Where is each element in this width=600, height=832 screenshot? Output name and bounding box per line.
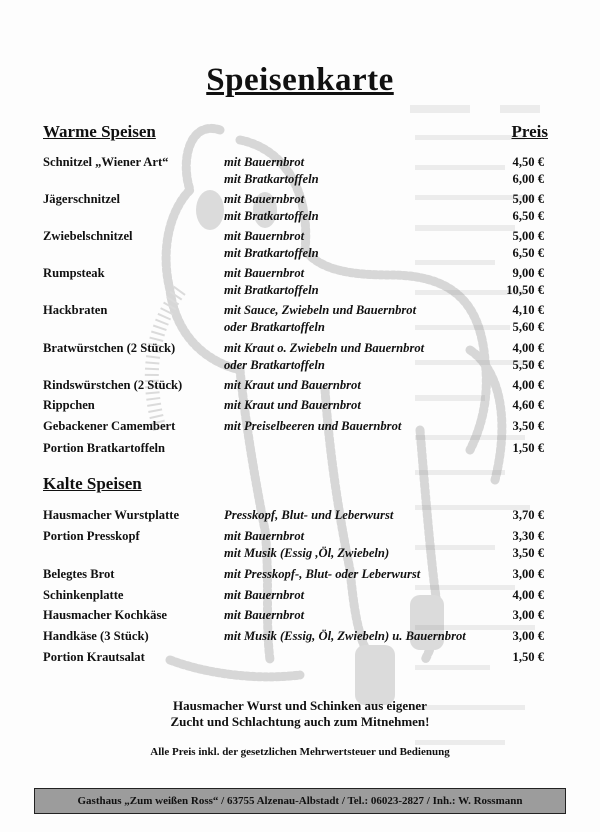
menu-item-side: mit Bauernbrot: [224, 529, 305, 543]
menu-item: [43, 529, 548, 563]
section-heading-cold: Kalte Speisen: [43, 474, 142, 493]
menu-item-price: 5,00 €: [512, 229, 544, 243]
menu-item-side: mit Bratkartoffeln: [224, 246, 319, 260]
footer-address-bar: Gasthaus „Zum weißen Ross“ / 63755 Alzenau-Albstadt / Tel.: 06023-2827 / Inh.: W. Rossmann: [34, 788, 566, 814]
menu-item-name: Handkäse (3 Stück): [43, 629, 149, 643]
menu-item-price: 4,00 €: [512, 378, 544, 392]
menu-item: [43, 650, 548, 667]
menu-item-price: 1,50 €: [512, 650, 544, 664]
menu-item-name: Rindswürstchen (2 Stück): [43, 378, 183, 392]
menu-item-name: Rippchen: [43, 398, 95, 412]
menu-item-price: 1,50 €: [512, 441, 544, 455]
homemade-note-line-2: Zucht und Schlachtung auch zum Mitnehmen!: [170, 714, 430, 729]
menu-item-price: 3,30 €: [512, 529, 544, 543]
price-column-heading: Preis: [511, 122, 548, 141]
homemade-note-line-1: Hausmacher Wurst und Schinken aus eigener: [173, 698, 427, 713]
menu-item-side: mit Sauce, Zwiebeln und Bauernbrot: [224, 303, 417, 317]
menu-item-name: Hackbraten: [43, 303, 108, 317]
menu-item: [43, 303, 548, 337]
menu-item-price: 4,00 €: [512, 341, 544, 355]
menu-item-side: mit Kraut o. Zwiebeln und Bauernbrot: [224, 341, 425, 355]
vat-note: Alle Preis inkl. der gesetzlichen Mehrwertsteuer und Bedienung: [150, 746, 450, 758]
menu-item-name: Portion Krautsalat: [43, 650, 145, 664]
menu-item-name: Schinkenplatte: [43, 588, 124, 602]
menu-item-name: Hausmacher Wurstplatte: [43, 508, 180, 522]
menu-item: [43, 341, 548, 375]
menu-item-name: Rumpsteak: [43, 266, 105, 280]
menu-item-name: Portion Presskopf: [43, 529, 140, 543]
menu-item-name: Zwiebelschnitzel: [43, 229, 133, 243]
menu-item-side: mit Preiselbeeren und Bauernbrot: [224, 419, 402, 433]
section-heading-warm: Warme Speisen: [43, 122, 156, 141]
menu-item-side: mit Presskopf-, Blut- oder Leberwurst: [224, 567, 421, 581]
menu-item-name: Schnitzel „Wiener Art“: [43, 155, 169, 169]
menu-item: [43, 608, 548, 625]
menu-item-name: Jägerschnitzel: [43, 192, 120, 206]
menu-item: [43, 441, 548, 458]
menu-item: [43, 229, 548, 263]
menu-item-side: mit Bauernbrot: [224, 155, 305, 169]
menu-item-price: 6,50 €: [512, 209, 544, 223]
menu-item-side: mit Bauernbrot: [224, 229, 305, 243]
menu-item-side: mit Bauernbrot: [224, 588, 305, 602]
menu-item-side: mit Bratkartoffeln: [224, 283, 319, 297]
menu-item: [43, 266, 548, 300]
menu-item-price: 5,60 €: [512, 320, 544, 334]
menu-item-price: 10,50 €: [506, 283, 544, 297]
menu-item-price: 3,00 €: [512, 567, 544, 581]
menu-item-price: 6,50 €: [512, 246, 544, 260]
menu-item-side: mit Musik (Essig ,Öl, Zwiebeln): [224, 546, 390, 560]
menu-item-side: Presskopf, Blut- und Leberwurst: [224, 508, 394, 522]
menu-item-price: 4,00 €: [512, 588, 544, 602]
menu-item: [43, 398, 548, 415]
menu-item-side: mit Bauernbrot: [224, 192, 305, 206]
menu-item-price: 4,60 €: [512, 398, 544, 412]
menu-item-name: Belegtes Brot: [43, 567, 115, 581]
menu-item-side: mit Bauernbrot: [224, 266, 305, 280]
menu-item-price: 3,50 €: [512, 419, 544, 433]
menu-item-price: 5,50 €: [512, 358, 544, 372]
menu-item-side: oder Bratkartoffeln: [224, 320, 325, 334]
menu-item-price: 9,00 €: [512, 266, 544, 280]
menu-item-side: mit Kraut und Bauernbrot: [224, 378, 361, 392]
menu-item-price: 6,00 €: [512, 172, 544, 186]
menu-item: [43, 378, 548, 395]
page-title: Speisenkarte: [206, 62, 394, 98]
menu-item-price: 4,10 €: [512, 303, 544, 317]
menu-item-price: 3,00 €: [512, 608, 544, 622]
menu-item-name: Hausmacher Kochkäse: [43, 608, 167, 622]
menu-item-name: Gebackener Camembert: [43, 419, 176, 433]
menu-item-price: 5,00 €: [512, 192, 544, 206]
menu-item: [43, 629, 548, 646]
menu-item: [43, 192, 548, 226]
homemade-note: [0, 698, 600, 730]
menu-item: [43, 588, 548, 605]
menu-item-name: Bratwürstchen (2 Stück): [43, 341, 176, 355]
menu-item-price: 3,00 €: [512, 629, 544, 643]
menu-item: [43, 419, 548, 436]
menu-item-name: Portion Bratkartoffeln: [43, 441, 166, 455]
menu-item-side: mit Bratkartoffeln: [224, 209, 319, 223]
menu-item-price: 3,70 €: [512, 508, 544, 522]
menu-item-side: mit Musik (Essig, Öl, Zwiebeln) u. Bauernbrot: [224, 629, 466, 643]
menu-item-side: oder Bratkartoffeln: [224, 358, 325, 372]
menu-item: [43, 155, 548, 189]
menu-item: [43, 508, 548, 525]
menu-item-side: mit Kraut und Bauernbrot: [224, 398, 361, 412]
menu-item: [43, 567, 548, 584]
menu-item-side: mit Bratkartoffeln: [224, 172, 319, 186]
menu-item-side: mit Bauernbrot: [224, 608, 305, 622]
menu-item-price: 3,50 €: [512, 546, 544, 560]
menu-item-price: 4,50 €: [512, 155, 544, 169]
